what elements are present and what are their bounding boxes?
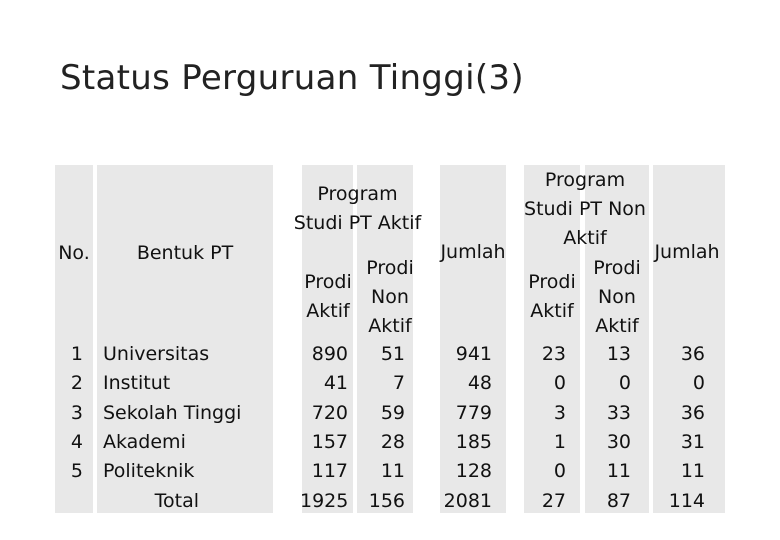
total-n-non: 87	[606, 489, 631, 512]
cell-n-aktif: 23	[541, 343, 566, 365]
cell-a-aktif: 117	[311, 460, 348, 483]
header-n-prodi-aktif-line1: Prodi	[528, 271, 576, 293]
header-a-prodi-aktif	[298, 268, 358, 326]
cell-bentuk: Politeknik	[103, 460, 195, 483]
cell-n-non: 0	[618, 372, 631, 395]
header-a-prodi-non-line2: Non	[371, 286, 409, 308]
header-non-group	[512, 166, 658, 253]
header-no: No.	[58, 242, 90, 264]
header-a-prodi-aktif-line1: Prodi	[304, 271, 352, 293]
cell-a-non: 28	[380, 430, 405, 453]
cell-no: 2	[70, 372, 83, 395]
cell-jumlah2: 36	[680, 401, 705, 424]
total-jumlah2: 114	[668, 489, 705, 512]
header-jumlah-2: Jumlah	[654, 241, 720, 263]
cell-jumlah2: 0	[692, 372, 705, 395]
header-aktif-group	[285, 180, 430, 238]
cell-jumlah1: 941	[455, 343, 492, 365]
cell-jumlah2: 36	[680, 343, 705, 365]
header-n-prodi-aktif-line2: Aktif	[530, 300, 574, 322]
cell-jumlah2: 11	[680, 460, 705, 483]
cell-a-aktif: 41	[323, 372, 348, 395]
header-a-prodi-aktif-line2: Aktif	[306, 300, 350, 322]
cell-no: 3	[70, 401, 83, 424]
cell-n-non: 33	[606, 401, 631, 424]
page-title: Status Perguruan Tinggi(3)	[60, 58, 524, 98]
cell-a-aktif: 157	[311, 430, 348, 453]
header-bentuk: Bentuk PT	[136, 242, 234, 264]
total-a-aktif: 1925	[300, 489, 349, 512]
header-aktif-group-line1: Program	[317, 183, 398, 205]
header-aktif-group-line2: Studi PT Aktif	[293, 212, 422, 234]
cell-a-aktif: 720	[311, 401, 348, 424]
cell-bentuk: Sekolah Tinggi	[103, 401, 242, 424]
cell-a-non: 59	[380, 401, 405, 424]
header-n-prodi-non-line1: Prodi	[593, 257, 641, 279]
cell-no: 1	[70, 343, 83, 365]
header-a-prodi-non-line3: Aktif	[368, 315, 412, 337]
cell-jumlah1: 185	[455, 430, 492, 453]
header-n-prodi-non-line3: Aktif	[595, 315, 639, 337]
cell-jumlah1: 779	[455, 401, 492, 424]
cell-bentuk: Akademi	[103, 430, 186, 453]
header-n-prodi-non	[585, 254, 649, 341]
header-n-prodi-non-line2: Non	[598, 286, 636, 308]
cell-jumlah1: 128	[455, 460, 492, 483]
header-n-prodi-aktif	[522, 268, 582, 326]
cell-a-non: 7	[392, 372, 405, 395]
cell-n-aktif: 0	[553, 372, 566, 395]
cell-no: 4	[70, 430, 83, 453]
total-label: Total	[154, 489, 199, 512]
cell-bentuk: Universitas	[103, 343, 210, 365]
cell-no: 5	[70, 460, 83, 483]
total-n-aktif: 27	[541, 489, 566, 512]
cell-a-non: 51	[380, 343, 405, 365]
cell-n-aktif: 0	[553, 460, 566, 483]
header-non-group-line3: Aktif	[563, 227, 607, 249]
cell-n-aktif: 1	[553, 430, 566, 453]
header-non-group-line1: Program	[544, 169, 626, 191]
cell-n-non: 13	[606, 343, 631, 365]
cell-a-non: 11	[380, 460, 405, 483]
cell-a-aktif: 890	[311, 343, 348, 365]
header-non-group-line2: Studi PT Non	[524, 198, 646, 220]
total-a-non: 156	[368, 489, 405, 512]
cell-n-non: 30	[606, 430, 631, 453]
header-jumlah-1: Jumlah	[440, 241, 506, 263]
cell-bentuk: Institut	[103, 372, 171, 395]
cell-n-aktif: 3	[553, 401, 566, 424]
cell-jumlah2: 31	[680, 430, 705, 453]
total-jumlah1: 2081	[443, 489, 492, 512]
header-a-prodi-non-line1: Prodi	[366, 257, 414, 279]
header-a-prodi-non	[357, 254, 423, 341]
cell-n-non: 11	[606, 460, 631, 483]
cell-jumlah1: 48	[467, 372, 492, 395]
